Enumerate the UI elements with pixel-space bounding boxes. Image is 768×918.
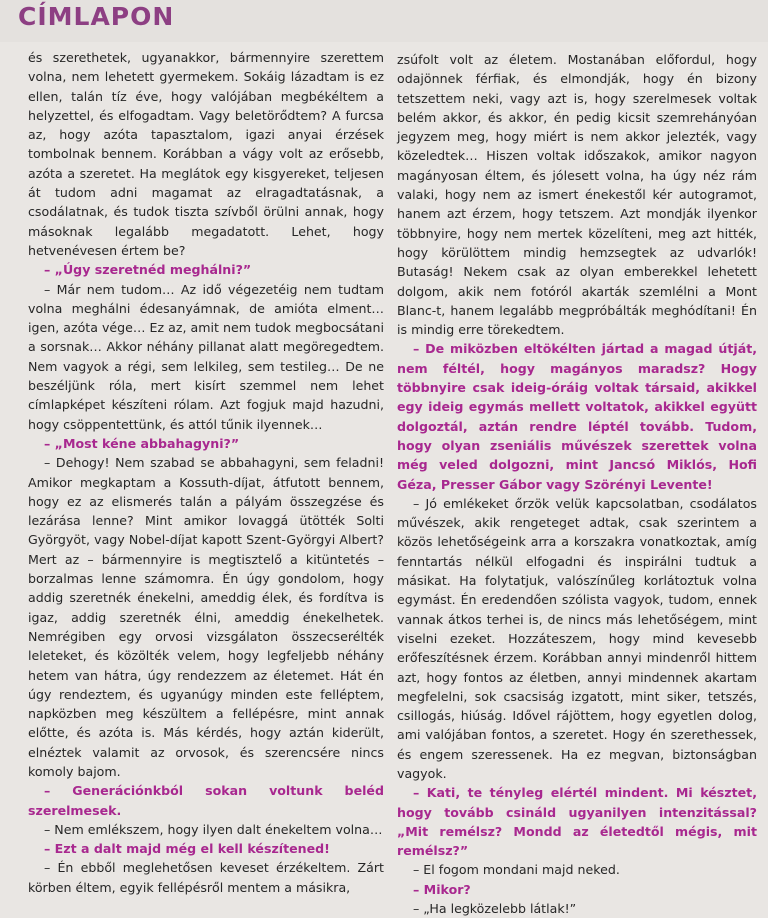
paragraph: és szerethetek, ugyanakkor, bármennyire szerettem volna, nem lehetett gyermekem. Sokáig lázadtam is ez ellen, talán tíz éve, hogy valójában megbékéltem a helyzettel, és elfogadtam. Vagy beletörődtem? A furcsa az, hogy azóta tapasztalom, igazi anyai érzések tombolnak bennem. Korábban a vágy volt az erősebb, azóta a szeretet. Ha meglátok egy kisgyereket, teljesen át tudom adni magamat az elragadtatásnak, a csodálatnak, és tudok tiszta szívből örülni annak, hogy másoknak legalább megadatott. Lehet, hogy hetvenévesen értem be?: [28, 50, 384, 258]
question: – Kati, te tényleg elértél mindent. Mi késztet, hogy tovább csináld ugyanilyen intenzitással? „Mit remélsz? Mondd az életedtől mégis, mit remélsz?”: [397, 785, 757, 859]
left-column: [28, 48, 384, 897]
answer: – Jó emlékeket őrzök velük kapcsolatban, csodálatos művészek, akik rengeteget adtak, csak szerintem a közös lehetőségeink arra a korszakra vonatkoztak, amíg fenntartás nélkül elfogadni és inspirálni tudtuk a másikat. Ha folytatjuk, valószínűleg korlátoztuk volna egymást. Én eredendően szólista vagyok, tudom, ennek vannak átkos terhei is, de nincs más lehetőségem, mint viselni ezeket. Hozzáteszem, hogy mind kevesebb erőfeszítésnek érzem. Korábban annyi mindenről hittem azt, hogy fontos az életben, annyi mindennek akartam megfelelni, sok csacsiság izgatott, mint siker, tetszés, csillogás, hiúság. Idővel rájöttem, hogy egyetlen dolog, ami valójában fontos, a szeretet. Hogy én szerethessek, és engem szeressenek. Ha ez megvan, biztonságban vagyok.: [397, 495, 757, 781]
section-title: CÍMLAPON: [18, 2, 175, 31]
answer: – Már nem tudom… Az idő végezetéig nem tudtam volna meghálni édesanyámnak, de amióta elment… igen, azóta vége… Ez az, amit nem tudok megbocsátani a sorsnak… Akkor néhány pillanat alatt megöregedtem. Nem vagyok a régi, sem lelkileg, sem testileg… De ne beszéljünk róla, mert kisírt szemmel nem lehet címlapképet készíteni rólam. Azt fogjuk majd hazudni, hogy csöppentettünk, és attól tűnik ilyennek…: [28, 281, 384, 432]
question: – De miközben eltökélten jártad a magad útját, nem féltél, hogy magányos maradsz? Hogy többnyire csak ideig-óráig voltak társaid, akikkel egy ideig egymás mellett voltatok, akikkel együtt dolgoztál, aztán rendre léptél tovább. Tudom, hogy olyan zseniális művészek szerettek volna még veled dolgozni, mint Jancsó Miklós, Hofi Géza, Presser Gábor vagy Szörényi Levente!: [397, 341, 757, 492]
question: – „Úgy szeretnéd meghálni?”: [44, 262, 252, 278]
page-header: [0, 0, 768, 42]
question: – „Most kéne abbahagyni?”: [44, 435, 240, 451]
paragraph: zsúfolt volt az életem. Mostanában előfordul, hogy odajönnek férfiak, és elmondják, hogy én bizony tetszettem neki, vagy azt is, hogy szerelmesek voltak belém akkor, és akkor, én pedig kicsit szemrehányóan jegyzem meg, hogy miért is nem akkor jelezték, vagy közeledtek… Hiszen voltak időszakok, amikor nagyon magányosan éltem, és jólesett volna, ha úgy néz rám valaki, hogy nem az ismert énekestől kér autogramot, hanem azt érzem, hogy tetszem. Azt mondják ilyenkor többnyire, hogy nem mertek közelíteni, meg azt hitték, hogy körülöttem mindig hemzsegtek az udvarlók! Butaság! Nekem csak az olyan emberekkel lehetett dolgom, akik nem fotóról akarták szemlélni a Mont Blanc-t, hanem legalább megpróbálták meghódítani! Én is mindig erre törekedtem.: [397, 52, 757, 338]
question: – Ezt a dalt majd még el kell készítened!: [44, 841, 330, 857]
question: – Generációnkból sokan voltunk beléd szerelmesek.: [28, 783, 384, 818]
answer: – Dehogy! Nem szabad se abbahagyni, sem feladni! Amikor megkaptam a Kossuth-díjat, átfutott bennem, hogy ez az elismerés talán a pályám összegzése és lezárása lenne? Mint amikor lovaggá ütötték Solti Györgyöt, vagy Nobel-díjat kapott Szent-Györgyi Albert? Mert az – bármennyire is megtisztelő a kitüntetés – borzalmas lenne számomra. Én úgy gondolom, hogy addig szeretnék énekelni, ameddig élek, és fordítva is igaz, addig szeretnék élni, ameddig énekelhetek. Nemrégiben egy orvosi vizsgálaton összecserélték leleteket, és közölték velem, hogy legfeljebb néhány hetem van hátra, úgy rendezzem az életemet. Hát én úgy rendeztem, és ugyanúgy minden este felléptem, napközben meg készültem a fellépésre, mint annak előtte, és azóta is. Más kérdés, hogy aztán kiderült, elnéztek valamit az orvosok, és szerencsére nincs komoly bajom.: [28, 455, 384, 779]
question: – Mikor?: [413, 881, 471, 897]
answer: – Én ebből meglehetősen keveset érzékeltem. Zárt körben éltem, egyik fellépésről mentem a másikra,: [28, 860, 384, 895]
answer: – El fogom mondani majd neked.: [413, 862, 620, 878]
answer: – Nem emlékszem, hogy ilyen dalt énekeltem volna…: [44, 821, 383, 837]
answer: – „Ha legközelebb látlak!”: [413, 901, 577, 917]
